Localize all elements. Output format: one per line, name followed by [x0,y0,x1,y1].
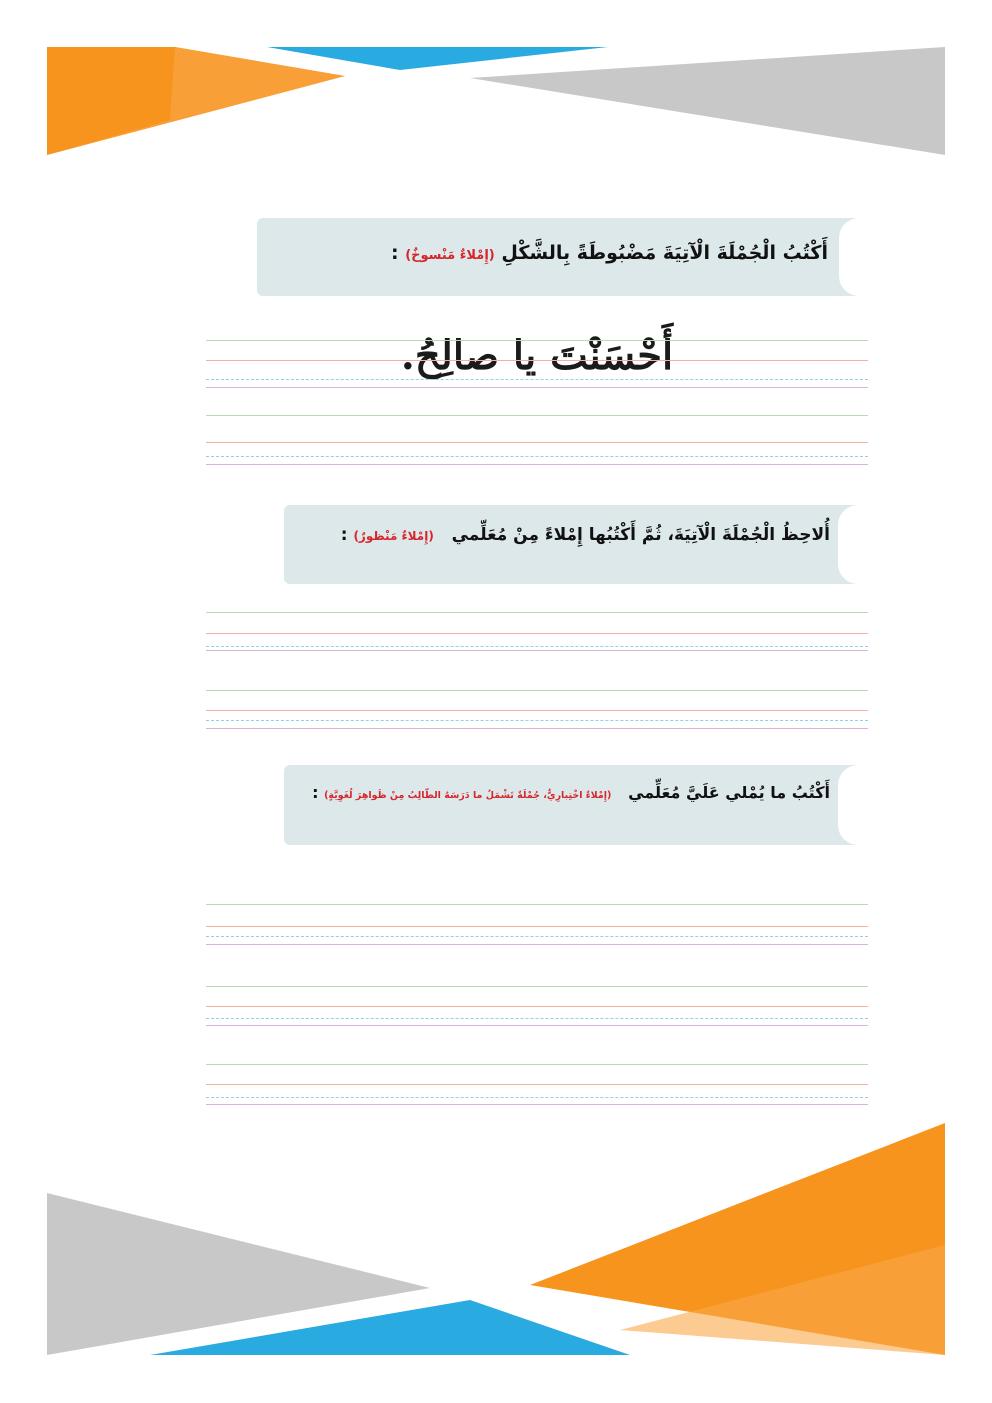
task-2-text: أُلاحِظُ الْجُمْلَةَ الْآتِيَةَ، ثُمَّ أَكْتُبُها إِمْلاءً مِنْ مُعَلِّمي [451,525,830,545]
task-3-instruction [312,783,830,802]
task-2-note: (إِمْلاءٌ مَنْظورٌ) [353,529,434,543]
task-1-instruction [391,242,828,264]
task-2-instruction [341,525,830,545]
task-2-punct: : [340,525,348,545]
task-1-note: (إِمْلاءٌ مَنْسوخٌ) [405,248,495,263]
task-1-text: أَكْتُبُ الْجُمْلَةَ الْآتِيَةَ مَضْبُوطَةً بِالشَّكْلِ [501,242,828,264]
task-3-note: (إِمْلاءٌ اخْتِبارِيٌّ، جُمْلَةٌ تَشْمَلُ ما دَرَسَهُ الطّالِبُ مِنْ ظَواهِرَ لُغَوِيَّةٍ) [324,790,612,801]
task-3-box [284,765,868,845]
task-3-text: أَكْتُبُ ما يُمْلي عَلَيَّ مُعَلِّمي [628,783,830,802]
task-1-punct: : [390,242,399,264]
task-3-punct: : [312,783,319,802]
model-sentence: أَحْسَنْتَ يا صالِحُ. [400,332,674,379]
bottom-banner [47,1123,945,1355]
top-banner [47,47,945,155]
